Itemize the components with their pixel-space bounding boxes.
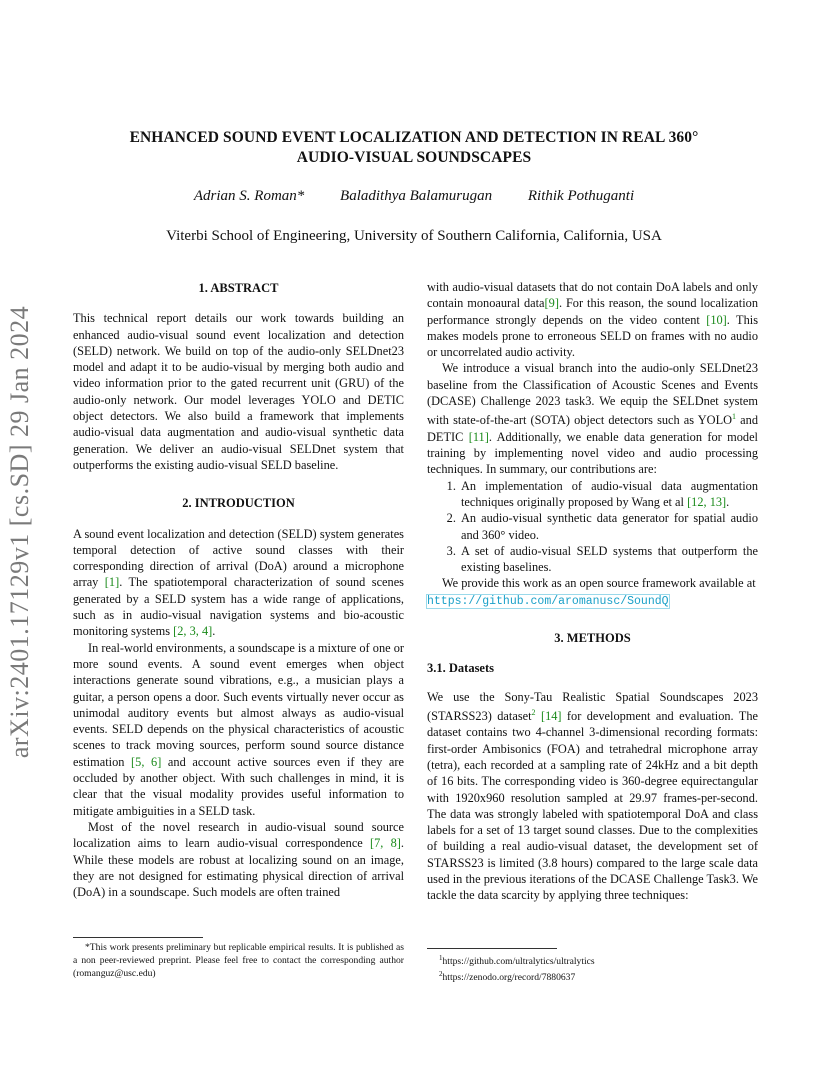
citation-link[interactable]: [9] — [544, 296, 559, 311]
right-column — [427, 279, 758, 904]
footnote-marker[interactable]: 1 — [732, 412, 737, 422]
intro-paragraph-2: In real-world environments, a soundscape is a mixture of one or more sound events. A sound event emerges when object interactions generate sound vibrations, e.g., a musician plays a guitar, a person opens a door. Such events virtually never occur as unimodal auditory events but almost always as audio-visual events. SELD depends on the physical characteristics of acoustic scenes to track moving sources, perform sound source distance estimation [5, 6] and account active sources even if they are occluded by another object. With such challenges in mind, it is clear that the visual modality provides useful information to mitigate ambiguities in a SELD task. — [73, 640, 404, 818]
footnote-left: *This work presents preliminary but replicable empirical results. It is published as a non peer-reviewed preprint. Please feel free to contact the corresponding author (romanguz@usc.edu) — [73, 942, 404, 979]
citation-link[interactable]: [2, 3, 4] — [173, 624, 213, 639]
abstract-heading: 1. ABSTRACT — [198, 281, 279, 295]
contribution-list — [427, 478, 758, 576]
citation-link[interactable]: [10] — [706, 312, 727, 327]
footnote-rule — [427, 948, 557, 949]
footnote-2: https://zenodo.org/record/7880637 — [442, 972, 576, 984]
citation-link[interactable]: [11] — [468, 429, 489, 444]
list-item: 3. A set of audio-visual SELD systems that outperform the existing baselines. — [459, 543, 758, 576]
author-1: Adrian S. Roman* — [193, 188, 305, 204]
paper-title — [60, 128, 768, 168]
author-3: Rithik Pothuganti — [527, 188, 635, 204]
datasets-heading: 3.1. Datasets — [427, 661, 495, 676]
right-paragraph-1: with audio-visual datasets that do not contain DoA labels and only contain monoaural data[9]. For this reason, the sound localization performance strongly depends on the video content [10]. This makes models prone to erroneous SELD on frames with no audio or uncorrelated audio activity. — [427, 280, 758, 360]
citation-link[interactable]: [14] — [540, 709, 562, 724]
list-item: 1. An implementation of audio-visual data augmentation techniques originally proposed by Wang et al [12, 13]. — [459, 478, 758, 511]
abstract-text: This technical report details our work towards building an enhanced audio-visual sound event localization and detection (SELD) network. We build on top of the audio-only SELDnet23 model and adapt it to be audio-visual by merging both audio and video information prior to the gated recurrent unit (GRU) of the audio-only network. Our model leverages YOLO and DETIC object detectors. We also build a framework that implements audio-visual data augmentation and audio-visual synthetic data generation. We deliver an audio-visual SELDnet system that outperforms the existing audio-visual SELD baseline. — [73, 311, 404, 472]
right-paragraph-3: We provide this work as an open source framework available at https://github.com/aromanusc/SoundQ — [427, 576, 756, 608]
right-paragraph-2: We introduce a visual branch into the audio-only SELDnet23 baseline from the Classification of Acoustic Scenes and Events (DCASE) Challenge 2023 task3. We equip the SELDnet system with state-of-the-art (SOTA) object detectors such as YOLO$^1$ and DETIC [11]. Additionally, we enable data generation for model training by implementing novel video and audio processing techniques. In summary, our contributions are: — [427, 361, 758, 477]
citation-link[interactable]: [1] — [104, 575, 120, 590]
introduction-heading: 2. INTRODUCTION — [182, 496, 295, 511]
author-list — [60, 186, 768, 206]
arxiv-identifier: arXiv:2401.17129v1 [cs.SD] 29 Jan 2024 — [5, 305, 34, 759]
title-line-2: AUDIO-VISUAL SOUNDSCAPES — [296, 149, 532, 166]
affiliation: Viterbi School of Engineering, University of Southern California, California, USA — [166, 228, 662, 244]
footnote-right: $^1$https://github.com/ultralytics/ultralytics $^2$https://zenodo.org/record/7880637 — [439, 954, 595, 984]
title-line-1: ENHANCED SOUND EVENT LOCALIZATION AND DETECTION IN REAL 360° — [129, 129, 699, 146]
author-2: Baladithya Balamurugan — [340, 188, 493, 204]
footnote-1: https://github.com/ultralytics/ultralytics — [442, 956, 595, 968]
footnote-marker[interactable]: 2 — [531, 707, 536, 717]
citation-link[interactable]: [5, 6] — [131, 754, 162, 769]
citation-link[interactable]: [7, 8] — [370, 836, 401, 851]
list-item: 2. An audio-visual synthetic data generator for spatial audio and 360° video. — [459, 510, 758, 543]
left-column — [73, 280, 404, 900]
repository-link[interactable]: https://github.com/aromanusc/SoundQ — [427, 594, 669, 608]
footnote-rule — [73, 937, 203, 938]
intro-paragraph-3: Most of the novel research in audio-visual sound source localization aims to learn audio-visual correspondence [7, 8]. While these models are robust at localizing sound on an image, they are not designed for estimating physical direction of arrival (DoA) in a soundscape. Such models are often trained — [73, 819, 404, 900]
intro-paragraph-1: A sound event localization and detection (SELD) system generates temporal detection of active sound classes with their corresponding direction of arrival (DoA) around a microphone array [1]. The spatiotemporal characterization of sound scenes generated by a SELD system has a wide range of applications, such as in audio-visual navigation systems and bio-acoustic monitoring systems [2, 3, 4]. — [73, 526, 404, 639]
datasets-paragraph: We use the Sony-Tau Realistic Spatial Soundscapes 2023 (STARSS23) dataset$^2$ [14] for development and evaluation. The dataset contains two 4-channel 3-dimensional recording formats: first-order Ambisonics (FOA) and tetrahedral microphone array (tetra), each recorded at a sampling rate of 24kHz and a bit depth of 16 bits. The corresponding video is 360-degree equirectangular with 1920x960 resolution sampled at 29.97 frames-per-second. The data was strongly labeled with spatiotemporal DoA and class labels for a set of 13 target sound classes. Due to the complexities of building a real audio-visual dataset, the development set of STARSS23 is limited (3.8 hours) compared to the large scale data used in the previous iterations of the DCASE Challenge Task3. We tackle the data scarcity by applying three techniques: — [427, 689, 758, 903]
citation-link[interactable]: [12, 13] — [687, 494, 727, 509]
methods-heading: 3. METHODS — [554, 631, 631, 646]
